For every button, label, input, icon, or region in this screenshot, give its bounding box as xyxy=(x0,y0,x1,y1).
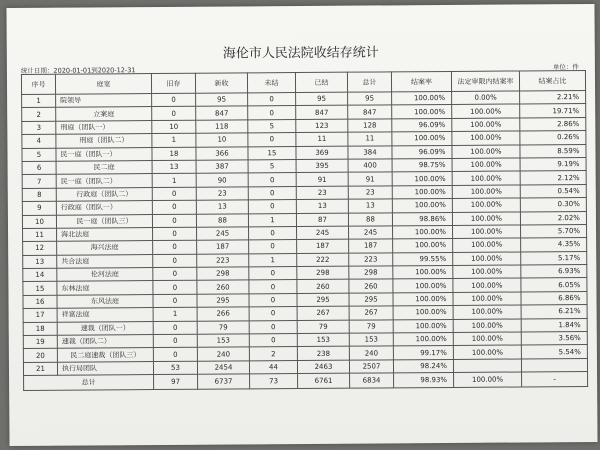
cell-pending: 0 xyxy=(248,133,296,147)
cell-dept: 院领导 xyxy=(56,94,152,108)
cell-rate: 100.00% xyxy=(393,292,453,306)
total-row xyxy=(24,372,588,391)
cell-share: 5.70% xyxy=(521,224,587,238)
cell-no: 17 xyxy=(23,308,57,322)
cell-dept: 民一庭（团队三） xyxy=(56,214,152,228)
cell-pending: 0 xyxy=(248,106,296,120)
cell-no: 13 xyxy=(23,255,57,269)
cell-total: 223 xyxy=(349,253,393,267)
cell-legal-rate: 100.00% xyxy=(452,171,520,185)
total-new: 6737 xyxy=(198,374,250,389)
cell-legal-rate: 100.00% xyxy=(453,332,521,346)
total-closed: 6761 xyxy=(298,373,350,388)
cell-pending: 1 xyxy=(248,213,296,227)
cell-closed: 153 xyxy=(297,333,349,347)
cell-no: 18 xyxy=(23,322,57,336)
cell-rate: 96.09% xyxy=(392,145,452,159)
cell-pending: 0 xyxy=(249,240,297,254)
cell-pending: 0 xyxy=(249,280,297,294)
cell-new: 223 xyxy=(197,254,249,268)
cell-pending: 0 xyxy=(248,173,296,187)
cell-old: 0 xyxy=(152,187,196,201)
cell-total: 187 xyxy=(349,239,393,253)
cell-pending: 0 xyxy=(249,334,297,348)
cell-share: 19.71% xyxy=(520,104,586,118)
cell-share: 8.59% xyxy=(520,144,586,158)
cell-new: 245 xyxy=(197,227,249,241)
cell-share: 2.12% xyxy=(520,171,586,185)
cell-new: 295 xyxy=(197,294,249,308)
cell-legal-rate: 100.00% xyxy=(453,292,521,306)
cell-no: 9 xyxy=(22,201,56,215)
cell-no: 4 xyxy=(22,134,56,148)
cell-closed: 123 xyxy=(296,119,348,133)
header-dept: 庭室 xyxy=(55,74,151,95)
cell-pending: 1 xyxy=(249,253,297,267)
cell-closed: 298 xyxy=(297,266,349,280)
cell-old: 0 xyxy=(152,214,196,228)
cell-dept: 海兴法庭 xyxy=(57,241,153,255)
cell-pending: 0 xyxy=(249,267,297,281)
cell-closed: 245 xyxy=(297,226,349,240)
cell-old: 0 xyxy=(153,321,197,335)
cell-pending: 5 xyxy=(248,119,296,133)
cell-share: 6.21% xyxy=(521,305,587,319)
cell-dept: 刑庭（团队二） xyxy=(56,134,152,148)
cell-rate: 100.00% xyxy=(392,172,452,186)
cell-old: 0 xyxy=(153,334,197,348)
cell-pending: 44 xyxy=(249,360,297,374)
cell-total: 13 xyxy=(348,199,392,213)
cell-new: 153 xyxy=(197,334,249,348)
cell-legal-rate: 100.00% xyxy=(453,305,521,319)
cell-new: 118 xyxy=(196,120,248,134)
cell-legal-rate: 100.00% xyxy=(453,345,521,359)
cell-new: 95 xyxy=(196,93,248,107)
header-share: 结案占比 xyxy=(519,71,585,91)
cell-legal-rate: 100.00% xyxy=(453,319,521,333)
cell-closed: 395 xyxy=(296,159,348,173)
cell-rate: 100.00% xyxy=(393,319,453,333)
cell-total: 23 xyxy=(348,186,392,200)
cell-new: 90 xyxy=(196,173,248,187)
total-label: 总计 xyxy=(24,375,154,391)
cell-closed: 11 xyxy=(296,132,348,146)
cell-no: 16 xyxy=(23,295,57,309)
cell-share: 2.86% xyxy=(520,117,586,131)
cell-old: 0 xyxy=(152,107,196,121)
cell-legal-rate: 100.00% xyxy=(453,252,521,266)
cell-total: 245 xyxy=(349,226,393,240)
total-pending: 73 xyxy=(250,374,298,389)
cell-pending: 0 xyxy=(248,200,296,214)
cell-old: 0 xyxy=(153,281,197,295)
cell-rate: 100.00% xyxy=(393,239,453,253)
cell-rate: 98.24% xyxy=(393,359,453,373)
cell-no: 2 xyxy=(22,108,56,122)
cell-dept: 速裁（团队一） xyxy=(57,321,153,335)
cell-new: 88 xyxy=(196,213,248,227)
cell-no: 5 xyxy=(22,148,56,162)
header-legal-rate: 法定审限内结案率 xyxy=(451,71,519,91)
cell-no: 15 xyxy=(23,282,57,296)
cell-total: 2507 xyxy=(349,360,393,374)
cell-share: 3.56% xyxy=(521,332,587,346)
cell-dept: 执行局团队 xyxy=(57,361,153,375)
cell-pending: 15 xyxy=(248,146,296,160)
cell-legal-rate: 100.00% xyxy=(452,198,520,212)
cell-total: 384 xyxy=(348,145,392,159)
cell-closed: 13 xyxy=(296,199,348,213)
cell-legal-rate xyxy=(453,359,521,373)
cell-rate: 100.00% xyxy=(392,132,452,146)
cell-dept: 民一庭（团队二） xyxy=(56,174,152,188)
cell-rate: 100.00% xyxy=(393,266,453,280)
cell-legal-rate: 100.00% xyxy=(452,104,520,118)
cell-closed: 187 xyxy=(297,239,349,253)
total-total: 6834 xyxy=(350,373,394,388)
cell-closed: 295 xyxy=(297,293,349,307)
cell-rate: 100.00% xyxy=(393,332,453,346)
cell-old: 53 xyxy=(153,361,197,375)
cell-total: 91 xyxy=(348,172,392,186)
cell-new: 240 xyxy=(197,347,249,361)
cell-total: 295 xyxy=(349,293,393,307)
cell-closed: 23 xyxy=(296,186,348,200)
cell-dept: 刑庭（团队一） xyxy=(56,120,152,134)
cell-no: 21 xyxy=(23,362,57,376)
cell-no: 11 xyxy=(23,228,57,242)
cell-pending: 0 xyxy=(248,186,296,200)
cell-new: 187 xyxy=(197,240,249,254)
cell-rate: 100.00% xyxy=(392,185,452,199)
cell-total: 400 xyxy=(348,159,392,173)
cell-rate: 98.75% xyxy=(392,158,452,172)
cell-new: 298 xyxy=(197,267,249,281)
cell-dept: 速裁（团队二） xyxy=(57,335,153,349)
statistics-table xyxy=(21,70,588,391)
cell-new: 387 xyxy=(196,160,248,174)
cell-rate: 99.55% xyxy=(393,252,453,266)
cell-pending: 2 xyxy=(249,347,297,361)
cell-dept: 祥富法庭 xyxy=(57,308,153,322)
cell-new: 10 xyxy=(196,133,248,147)
header-new: 新收 xyxy=(195,73,247,93)
cell-share: 6.86% xyxy=(521,291,587,305)
cell-share: 0.26% xyxy=(520,131,586,145)
cell-closed: 87 xyxy=(296,213,348,227)
cell-old: 0 xyxy=(153,241,197,255)
cell-old: 10 xyxy=(152,120,196,134)
cell-dept: 共合法庭 xyxy=(57,254,153,268)
cell-share: 6.05% xyxy=(521,278,587,292)
cell-pending: 0 xyxy=(249,293,297,307)
cell-no: 3 xyxy=(22,121,56,135)
cell-dept: 行政庭（团队二） xyxy=(56,187,152,201)
cell-new: 2454 xyxy=(197,361,249,375)
header-pending: 未结 xyxy=(247,73,295,93)
cell-closed: 847 xyxy=(296,106,348,120)
cell-no: 10 xyxy=(22,215,56,229)
cell-rate: 100.00% xyxy=(393,306,453,320)
cell-share: 1.84% xyxy=(521,318,587,332)
cell-share: 9.19% xyxy=(520,157,586,171)
cell-old: 0 xyxy=(153,294,197,308)
cell-new: 13 xyxy=(196,200,248,214)
header-old: 旧存 xyxy=(151,73,195,93)
cell-legal-rate: 100.00% xyxy=(452,131,520,145)
cell-total: 298 xyxy=(349,266,393,280)
cell-rate: 100.00% xyxy=(393,225,453,239)
cell-share: 2.21% xyxy=(520,91,586,105)
cell-total: 153 xyxy=(349,333,393,347)
cell-legal-rate: 100.00% xyxy=(452,158,520,172)
cell-no: 8 xyxy=(22,188,56,202)
cell-share: 0.54% xyxy=(520,184,586,198)
cell-no: 6 xyxy=(22,161,56,175)
cell-pending: 0 xyxy=(249,320,297,334)
cell-pending: 0 xyxy=(249,226,297,240)
cell-closed: 91 xyxy=(296,173,348,187)
cell-rate: 99.17% xyxy=(393,346,453,360)
cell-legal-rate: 100.00% xyxy=(453,265,521,279)
cell-rate: 98.86% xyxy=(392,212,452,226)
cell-no: 20 xyxy=(23,349,57,363)
cell-legal-rate: 100.00% xyxy=(452,211,520,225)
cell-legal-rate: 0.00% xyxy=(452,91,520,105)
cell-closed: 79 xyxy=(297,320,349,334)
cell-closed: 222 xyxy=(297,253,349,267)
unit-label: 单位：件 xyxy=(552,63,579,72)
cell-old: 0 xyxy=(152,93,196,107)
cell-legal-rate: 100.00% xyxy=(452,145,520,159)
cell-old: 13 xyxy=(152,160,196,174)
cell-new: 266 xyxy=(197,307,249,321)
cell-total: 240 xyxy=(349,346,393,360)
cell-total: 260 xyxy=(349,279,393,293)
cell-pending: 0 xyxy=(248,93,296,107)
cell-closed: 369 xyxy=(296,146,348,160)
cell-rate: 100.00% xyxy=(392,199,452,213)
cell-total: 95 xyxy=(348,92,392,106)
cell-new: 847 xyxy=(196,106,248,120)
cell-new: 366 xyxy=(196,146,248,160)
total-old: 97 xyxy=(154,374,198,389)
cell-total: 267 xyxy=(349,306,393,320)
cell-closed: 260 xyxy=(297,280,349,294)
cell-share: 6.93% xyxy=(521,265,587,279)
cell-no: 12 xyxy=(23,242,57,256)
cell-dept: 立案庭 xyxy=(56,107,152,121)
cell-dept: 行政庭（团队一） xyxy=(56,201,152,215)
cell-no: 19 xyxy=(23,335,57,349)
cell-rate: 100.00% xyxy=(393,279,453,293)
cell-total: 11 xyxy=(348,132,392,146)
header-closed: 已结 xyxy=(295,72,347,92)
cell-share xyxy=(521,358,587,372)
cell-legal-rate: 100.00% xyxy=(453,225,521,239)
cell-pending: 0 xyxy=(249,307,297,321)
cell-old: 0 xyxy=(153,227,197,241)
cell-share: 4.35% xyxy=(521,238,587,252)
cell-closed: 238 xyxy=(297,347,349,361)
cell-closed: 2463 xyxy=(297,360,349,374)
cell-dept: 海北法庭 xyxy=(57,227,153,241)
cell-total: 128 xyxy=(348,119,392,133)
cell-no: 7 xyxy=(22,175,56,189)
cell-total: 88 xyxy=(348,212,392,226)
cell-old: 0 xyxy=(153,348,197,362)
cell-old: 18 xyxy=(152,147,196,161)
cell-dept: 伦河法庭 xyxy=(57,268,153,282)
cell-dept: 民二庭速裁（团队三） xyxy=(57,348,153,362)
cell-rate: 100.00% xyxy=(392,105,452,119)
cell-dept: 东林法庭 xyxy=(57,281,153,295)
cell-share: 2.02% xyxy=(520,211,586,225)
cell-pending: 5 xyxy=(248,159,296,173)
document-title: 海伦市人民法院收结存统计 xyxy=(222,45,379,62)
cell-legal-rate: 100.00% xyxy=(453,278,521,292)
cell-no: 1 xyxy=(22,94,56,108)
total-rate: 98.93% xyxy=(394,373,454,388)
cell-old: 0 xyxy=(153,267,197,281)
cell-closed: 267 xyxy=(297,306,349,320)
cell-old: 1 xyxy=(153,307,197,321)
cell-old: 0 xyxy=(153,254,197,268)
header-rate: 结案率 xyxy=(391,71,451,91)
cell-rate: 100.00% xyxy=(392,91,452,105)
cell-legal-rate: 100.00% xyxy=(452,118,520,132)
cell-rate: 96.09% xyxy=(392,118,452,132)
cell-share: 0.30% xyxy=(520,198,586,212)
cell-no: 14 xyxy=(23,268,57,282)
cell-share: 5.17% xyxy=(521,251,587,265)
cell-total: 847 xyxy=(348,105,392,119)
cell-legal-rate: 100.00% xyxy=(452,185,520,199)
stat-date: 统计日期：2020-01-01到2020-12-31 xyxy=(20,66,136,75)
cell-dept: 民二庭 xyxy=(56,160,152,174)
header-no: 序号 xyxy=(21,74,55,94)
cell-dept: 东风法庭 xyxy=(57,294,153,308)
header-total: 总计 xyxy=(347,72,391,92)
cell-legal-rate: 100.00% xyxy=(453,238,521,252)
cell-dept: 民一庭（团队一） xyxy=(56,147,152,161)
cell-old: 1 xyxy=(152,174,196,188)
total-legal-rate: 100.00% xyxy=(454,372,522,387)
cell-new: 79 xyxy=(197,321,249,335)
total-share: - xyxy=(522,372,588,387)
cell-new: 23 xyxy=(196,187,248,201)
cell-old: 1 xyxy=(152,133,196,147)
cell-total: 79 xyxy=(349,320,393,334)
cell-closed: 95 xyxy=(296,92,348,106)
cell-new: 260 xyxy=(197,280,249,294)
cell-old: 0 xyxy=(152,200,196,214)
document-page xyxy=(6,4,597,446)
cell-share: 5.54% xyxy=(521,345,587,359)
